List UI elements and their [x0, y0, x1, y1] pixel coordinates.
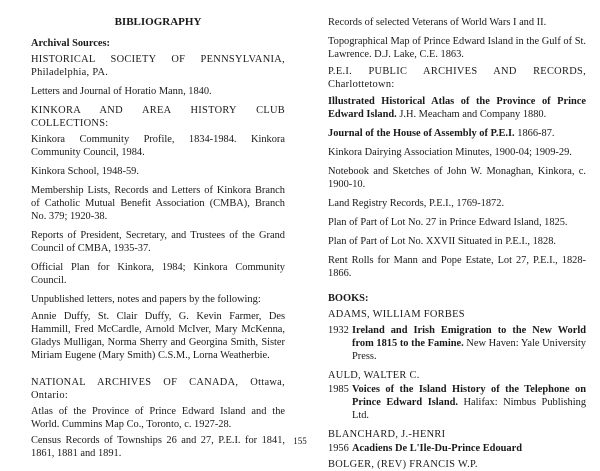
entry-kinkora-area-history-club: KINKORA AND AREA HISTORY CLUB COLLECTIONS:	[31, 105, 285, 129]
book-publisher-adams: New Haven: Yale University Press.	[352, 338, 586, 362]
entry-journal	[328, 127, 586, 140]
entry-land-registry: Land Registry Records, P.E.I., 1769-1872.	[328, 198, 505, 209]
book-year-adams: 1932	[328, 325, 349, 336]
entry-illustrated-atlas	[328, 95, 586, 121]
author-adams: ADAMS, WILLIAM FORBES	[328, 309, 465, 320]
book-year-blanchard: 1956	[328, 443, 349, 454]
author-blanchard: BLANCHARD, J.-HENRI	[328, 429, 446, 440]
left-column	[31, 0, 285, 460]
book-entry-auld	[328, 383, 586, 422]
entry-topographical-map: Topographical Map of Prince Edward Island in the Gulf of St. Lawrence. D.J. Lake, C.E. 1863.	[328, 36, 586, 60]
book-publisher-auld: Halifax: Nimbus Publishing Ltd.	[352, 397, 587, 421]
entry-unpublished-names: Annie Duffy, St. Clair Duffy, G. Kevin Farmer, Des Hammill, Fred McCardle, Arnold McIver, Mary McKenna, Gladys Mulligan, Norma Sherry and Georgina Smith, Sister Miriam Eugene (Mary Smith) C.S.M., Lorna Weatherbie.	[31, 311, 285, 361]
entry-official-plan: Official Plan for Kinkora, 1984; Kinkora Community Council.	[31, 262, 285, 286]
journal-title: Journal of the House of Assembly of P.E.I.	[328, 128, 515, 139]
entry-census: Census Records of Townships 26 and 27, P.E.I. for 1841, 1861, 1881 and 1891.	[31, 435, 285, 459]
entry-dairying: Kinkora Dairying Association Minutes, 1900-04; 1909-29.	[328, 147, 572, 158]
entry-notebook: Notebook and Sketches of John W. Monaghan, Kinkora, c. 1900-10.	[328, 166, 586, 190]
entry-veterans: Records of selected Veterans of World Wars I and II.	[328, 17, 547, 28]
author-bolger: BOLGER, (REV) FRANCIS W.P.	[328, 459, 478, 470]
entry-membership-lists: Membership Lists, Records and Letters of Kinkora Branch of Catholic Mutual Benefit Association (CMBA), Branch No. 379; 1920-38.	[31, 185, 285, 222]
book-title-auld: Voices of the Island History of the Telephone on Prince Edward Island.	[352, 384, 586, 408]
book-year-auld: 1985	[328, 384, 349, 395]
entry-plan-lot-xxvii: Plan of Part of Lot No. XXVII Situated in P.E.I., 1828.	[328, 236, 556, 247]
entry-pei-archives: P.E.I. PUBLIC ARCHIVES AND RECORDS, Charlottetown:	[328, 66, 586, 90]
entry-kinkora-school: Kinkora School, 1948-59.	[31, 166, 139, 177]
entry-community-profile: Kinkora Community Profile, 1834-1984. Kinkora Community Council, 1984.	[31, 134, 285, 158]
bibliography-heading: BIBLIOGRAPHY	[114, 16, 202, 28]
entry-unpublished-intro: Unpublished letters, notes and papers by the following:	[31, 294, 261, 305]
entry-national-archives: NATIONAL ARCHIVES OF CANADA, Ottawa, Ontario:	[31, 377, 285, 401]
entry-reports: Reports of President, Secretary, and Trustees of the Grand Council of CMBA, 1935-37.	[31, 230, 285, 254]
right-column	[328, 0, 586, 471]
page-number: 155	[293, 436, 307, 446]
illustrated-atlas-publisher: J.H. Meacham and Company 1880.	[396, 109, 547, 120]
illustrated-atlas-title: Illustrated Historical Atlas of the Province of Prince Edward Island.	[328, 96, 586, 120]
entry-historical-society: HISTORICAL SOCIETY OF PENNSYLVANIA, Philadelphia, PA.	[31, 54, 285, 78]
book-entry-adams	[328, 324, 586, 363]
entry-mann-letters: Letters and Journal of Horatio Mann, 1840.	[31, 86, 212, 97]
journal-years: 1866-87.	[514, 128, 555, 139]
book-title-blanchard: Acadiens De L'Ile-Du-Prince Edouard	[352, 443, 522, 454]
author-auld: AULD, WALTER C.	[328, 370, 420, 381]
entry-rent-rolls: Rent Rolls for Mann and Pope Estate, Lot 27, P.E.I., 1828-1866.	[328, 255, 586, 279]
books-heading: BOOKS:	[328, 293, 369, 304]
entry-atlas: Atlas of the Province of Prince Edward Island and the World. Cummins Map Co., Toronto, c. 1927-28.	[31, 406, 285, 430]
entry-plan-lot-27: Plan of Part of Lot No. 27 in Prince Edward Island, 1825.	[328, 217, 568, 228]
archival-sources-heading: Archival Sources:	[31, 38, 110, 49]
book-title-adams: Ireland and Irish Emigration to the New World from 1815 to the Famine.	[352, 325, 586, 349]
